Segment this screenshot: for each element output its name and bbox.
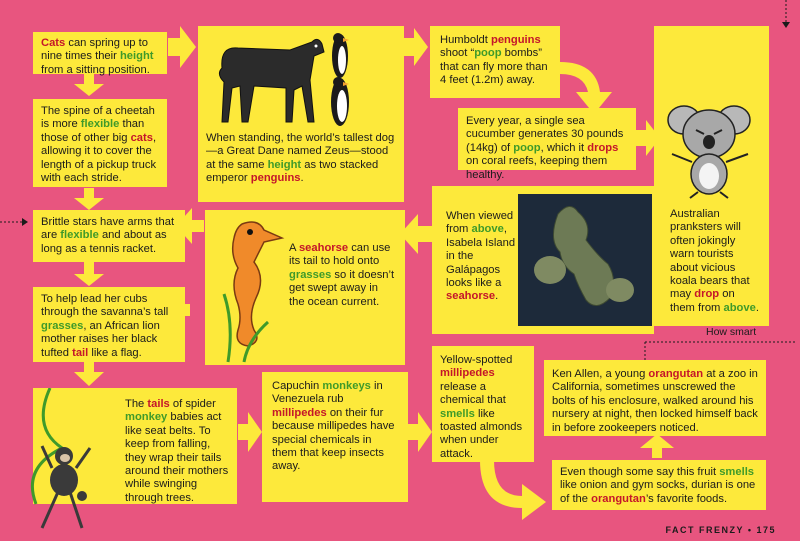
fact-durian-segment-3: orangutan [591,492,646,505]
fact-capuchin-segment-2: in Venezuela rub [272,380,383,406]
fact-cucumber-segment-3: drops [587,141,619,154]
spider-monkey-illustration [2,388,98,538]
fact-dog-segment-3: penguins [250,172,301,185]
fact-capuchin-segment-3: millipedes [272,406,327,419]
fact-capuchin-segment-0: Capuchin [272,380,323,392]
fact-spider_monkey-segment-4: babies act like seat belts. To keep from falling, they wrap their tails around their mothers while swinging through trees. [125,411,229,504]
fact-ken_allen-segment-2: at a zoo in California, sometimes unscrewed the bolts of his enclosure, walked around his nursery at night, then locked himself back in before zookeepers noticed. [552,368,758,434]
fact-humboldt-segment-3: poop [474,47,502,60]
fact-cheetah-segment-0: The spine of a cheetah is more [41,105,155,131]
fact-durian-segment-0: Even though some say this fruit [560,466,720,478]
fact-humboldt-segment-2: shoot “ [440,47,475,60]
fact-lion [33,287,185,362]
fact-koala-segment-2: on them from [670,288,735,314]
fact-koala-segment-3: above [723,301,756,314]
fact-durian [552,460,766,510]
fact-millipede-segment-4: like toasted almonds when under attack. [440,407,523,460]
fact-koala-segment-4: . [755,301,759,314]
isabela-island-satellite-image [518,194,652,326]
seahorse-illustration [208,214,290,364]
fact-cats-segment-3: from a sitting position. [41,63,150,76]
fact-millipede-segment-3: smells [440,407,475,420]
fact-seahorse-segment-3: grasses [289,268,332,281]
page-footer: FACT FRENZY • 175 [665,525,776,535]
fact-spider_monkey-segment-0: The [125,398,148,410]
fact-lion-segment-1: grasses [41,319,84,332]
fact-millipede [432,346,534,462]
fact-humboldt-penguins [430,26,560,98]
fact-cats-segment-0: Cats [41,37,66,49]
fact-spider_monkey-segment-1: tails [147,398,170,410]
fact-isabela-segment-2: , Isabela Island in the Galápagos looks like a [446,223,516,290]
fact-ken-allen [544,360,766,436]
fact-seahorse-segment-1: seahorse [298,242,349,254]
fact-brittle-segment-2: and about as long as a tennis racket. [41,229,167,255]
fact-spider_monkey-segment-3: monkey [125,411,168,424]
fact-dog-segment-4: . [300,172,304,185]
how-smart-label: How smart [706,326,757,338]
fact-dog-segment-1: height [267,158,302,171]
fact-millipede-segment-2: release a chemical that [440,380,506,407]
fact-millipede-segment-0: Yellow-spotted [440,354,513,366]
fact-cheetah-segment-4: , allowing it to cover the length of a pickup truck with each stride. [41,131,157,185]
great-dane-and-penguins-illustration [210,28,370,132]
fact-dog-segment-2: as two stacked emperor [206,158,379,185]
fact-sea-cucumber [458,108,636,181]
fact-cats-segment-2: height [119,50,154,63]
fact-isabela-segment-0: When viewed from [446,210,514,236]
fact-lion-segment-4: like a flag. [88,346,142,359]
fact-isabela-segment-3: seahorse [446,290,496,303]
fact-koala-segment-1: drop [694,288,720,301]
fact-durian-segment-4: ’s favorite foods. [645,492,728,505]
fact-ken_allen-segment-0: Ken Allen, a young [552,368,649,380]
fact-koala-segment-0: Australian pranksters will often jokingly warn tourists about vicious koala bears that may [670,208,750,301]
fact-millipede-segment-1: millipedes [440,367,495,380]
fact-durian-segment-2: like onion and gym socks, durian is one of the [560,479,756,505]
fact-lion-segment-3: tail [72,346,89,359]
fact-cucumber-segment-1: poop [513,141,541,154]
fact-seahorse-segment-0: A [289,242,299,254]
fact-cheetah-segment-2: than those of other big [41,118,145,144]
fact-lion-segment-0: To help lead her cubs through the savanna’s tall [41,293,169,319]
fact-capuchin-segment-4: on their fur because millipedes have special chemicals in them that keep insects away. [272,406,395,473]
fact-brittle-segment-1: flexible [60,229,99,242]
fact-cucumber-segment-4: on coral reefs, keeping them healthy. [466,155,608,181]
fact-humboldt-segment-0: Humboldt [440,34,491,46]
fact-brittle-segment-0: Brittle stars have arms that are [41,216,175,242]
fact-capuchin-segment-1: monkeys [322,380,371,392]
fact-cats-segment-1: can spring up to nine times their [41,37,148,63]
fact-isabela-segment-4: . [495,290,499,303]
fact-cheetah-segment-3: cats [130,131,153,144]
fact-cats [33,32,167,74]
fact-spider_monkey-segment-2: of spider [169,398,216,410]
fact-humboldt-segment-4: bombs” that can fly more than 4 feet (1.2m) away. [440,47,548,87]
fact-seahorse-segment-2: can use its tail to hold onto [289,242,391,268]
fact-capuchin [262,372,408,502]
fact-cucumber-segment-0: Every year, a single sea cucumber generates 30 pounds (14kg) of [466,115,624,154]
koala-illustration [662,90,762,200]
fact-seahorse-segment-4: so it doesn’t get swept away in the ocean current. [289,268,395,308]
fact-brittle-star [33,210,185,262]
fact-ken_allen-segment-1: orangutan [648,368,704,380]
fact-lion-segment-2: , an African lion mother raises her black tufted [41,319,160,359]
fact-isabela-segment-1: above [471,223,504,236]
fact-cucumber-segment-2: , which it [540,141,588,154]
fact-humboldt-segment-1: penguins [491,34,541,46]
fact-durian-segment-1: smells [719,466,755,478]
fact-dog-segment-0: When standing, the world’s tallest dog—a Great Dane named Zeus—stood at the same [206,132,395,171]
fact-cheetah-segment-1: flexible [80,118,120,131]
fact-cheetah [33,99,167,187]
